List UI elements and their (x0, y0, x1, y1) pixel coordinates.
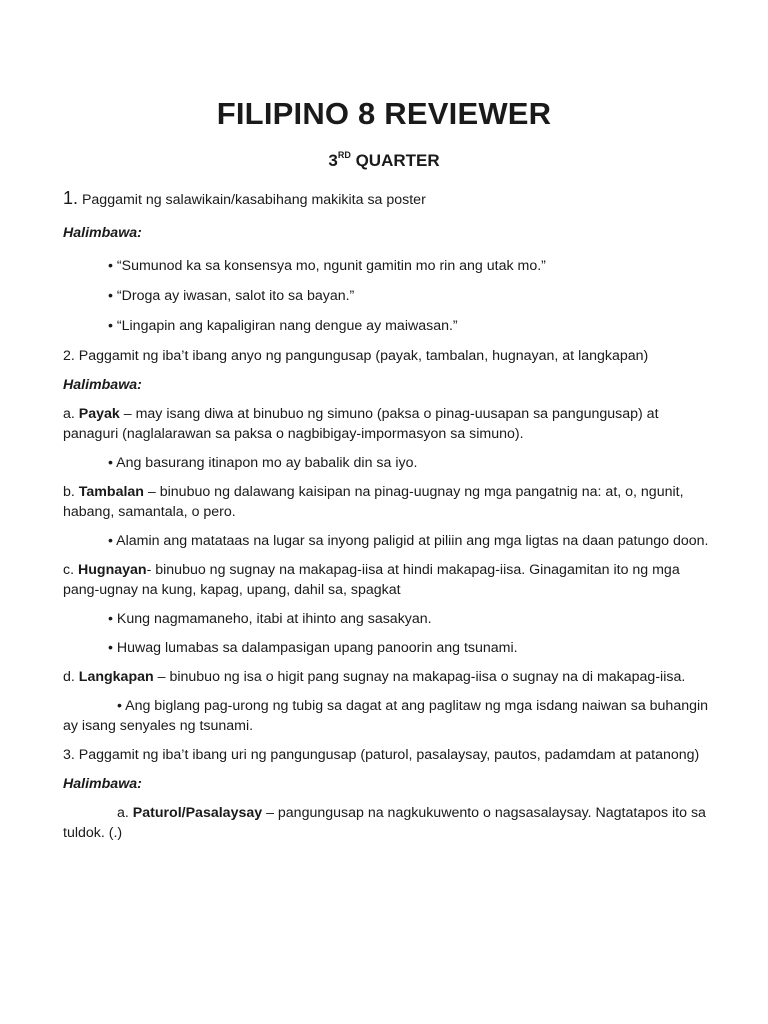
section-1-heading (63, 188, 711, 210)
hugnayan-example: • Kung nagmamaneho, itabi at ihinto ang sasakyan. (108, 611, 432, 627)
hugnayan-prefix: c. (63, 562, 78, 578)
hugnayan-example: • Huwag lumabas sa dalampasigan upang panoorin ang tsunami. (108, 640, 518, 656)
payak-def: – may isang diwa at binubuo ng simuno (paksa o pinag-uusapan sa pangungusap) at panaguri (naglalarawan sa paksa o nagbibigay-impormasyon sa simuno). (63, 406, 659, 442)
subtitle-superscript: RD (337, 150, 351, 160)
tambalan-term: Tambalan (78, 484, 144, 500)
langkapan-definition (63, 667, 711, 687)
payak-term: Payak (78, 406, 120, 422)
document-body (63, 188, 711, 843)
section-3-heading: 3. Paggamit ng iba’t ibang uri ng pangungusap (paturol, pasalaysay, pautos, padamdam at patanong) (63, 747, 700, 763)
section-1-text: Paggamit ng salawikain/kasabihang makikita sa poster (78, 192, 426, 208)
tambalan-prefix: b. (63, 484, 79, 500)
page-subtitle (0, 150, 768, 171)
subtitle-text: QUARTER (350, 151, 440, 170)
paturol-prefix: a. (117, 805, 133, 821)
paturol-def: – pangungusap na nagkukuwento o nagsasalaysay. Nagtatapos ito sa tuldok. (.) (63, 805, 706, 841)
section-1-bullet: • “Droga ay iwasan, salot ito sa bayan.” (108, 288, 355, 304)
payak-definition (63, 404, 711, 444)
payak-prefix: a. (63, 406, 79, 422)
section-3-halimbawa: Halimbawa: (63, 776, 142, 792)
hugnayan-term: Hugnayan (77, 562, 147, 578)
payak-example: • Ang basurang itinapon mo ay babalik din sa iyo. (108, 455, 418, 471)
tambalan-def: – binubuo ng dalawang kaisipan na pinag-uugnay ng mga pangatnig na: at, o, ngunit, habang, samantala, o pero. (63, 484, 684, 520)
langkapan-prefix: d. (63, 669, 79, 685)
paturol-term: Paturol/Pasalaysay (132, 805, 263, 821)
paturol-definition (63, 803, 711, 843)
section-2-heading: 2. Paggamit ng iba’t ibang anyo ng pangungusap (payak, tambalan, hugnayan, at langkapan) (63, 348, 649, 364)
section-1-number: 1. (63, 188, 79, 208)
section-1-bullet: • “Lingapin ang kapaligiran nang dengue ay maiwasan.” (108, 318, 458, 334)
langkapan-def: – binubuo ng isa o higit pang sugnay na makapag-iisa o sugnay na di makapag-iisa. (153, 669, 686, 685)
langkapan-term: Langkapan (78, 669, 154, 685)
hugnayan-def: - binubuo ng sugnay na makapag-iisa at hindi makapag-iisa. Ginagamitan ito ng mga pang-ugnay na kung, kapag, upang, dahil sa, spagkat (63, 562, 680, 598)
langkapan-example: • Ang biglang pag-urong ng tubig sa dagat at ang paglitaw ng mga isdang naiwan sa buhangin ay isang senyales ng tsunami. (63, 698, 709, 734)
hugnayan-definition (63, 560, 711, 600)
subtitle-number: 3 (328, 151, 338, 170)
page-title: FILIPINO 8 REVIEWER (216, 96, 552, 131)
tambalan-example: • Alamin ang matataas na lugar sa inyong paligid at piliin ang mga ligtas na daan patungo doon. (108, 533, 709, 549)
section-2-halimbawa: Halimbawa: (63, 377, 142, 393)
tambalan-definition (63, 482, 711, 522)
section-1-halimbawa: Halimbawa: (63, 225, 142, 241)
section-1-bullet: • “Sumunod ka sa konsensya mo, ngunit gamitin mo rin ang utak mo.” (108, 258, 546, 274)
